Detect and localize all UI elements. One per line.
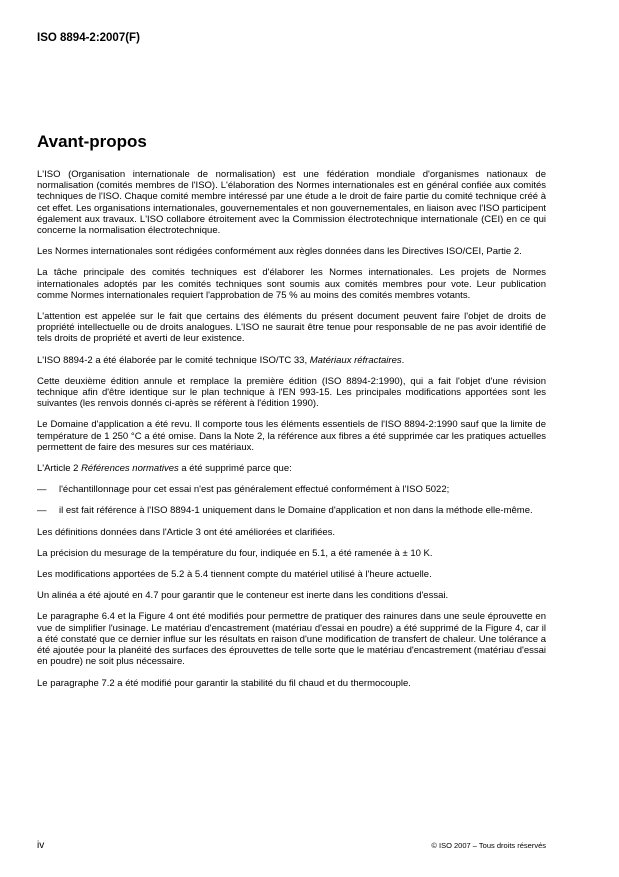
paragraph	[37, 463, 546, 474]
paragraph: Les modifications apportées de 5.2 à 5.4 tiennent compte du matériel utilisé à l'heure actuelle.	[37, 569, 432, 581]
paragraph: Le paragraphe 6.4 et la Figure 4 ont été modifiés pour permettre de pratiquer des rainures dans une seule éprouvette en vue de simplifier l'usinage. Le matériau d'encastrement (matériau d'essai en poudre) a été supprimé de la Figure 4, car il a été constaté que ce dernier influe sur les résultats en raison d'une modification de transfert de chaleur. Une tolérance a été ajoutée pour la planéité des surfaces des éprouvettes de telle sorte que le matériau d'encastrement (matériau d'essai en poudre) ne soit plus nécessaire.	[37, 611, 546, 668]
paragraph: La tâche principale des comités techniques est d'élaborer les Normes internationales. Les projets de Normes internationales adoptés par les comités techniques sont soumis aux comités membres pour vote. Leur publication comme Normes internationales requiert l'approbation de 75 % au moins des comités membres votants.	[37, 267, 546, 301]
paragraph: Les Normes internationales sont rédigées conformément aux règles données dans les Directives ISO/CEI, Partie 2.	[37, 246, 522, 258]
paragraph: Le Domaine d'application a été revu. Il comporte tous les éléments essentiels de l'ISO 8894-2:1990 sauf que la limite de température de 1 250 °C a été omise. Dans la Note 2, la référence aux fibres a été supprimée car les pratiques actuelles permettent de faire des mesures sur ces matériaux.	[37, 419, 546, 453]
paragraph	[37, 355, 546, 366]
committee-title: Matériaux réfractaires	[309, 354, 402, 366]
list-item-text: l'échantillonnage pour cet essai n'est pas généralement effectué conformément à l'ISO 5022;	[59, 484, 450, 496]
paragraph: Cette deuxième édition annule et remplace la première édition (ISO 8894-2:1990), qui a fait l'objet d'une révision technique afin d'être identique sur le plan technique à l'EN 993-15. Les principales modifications apportées sont les suivantes (les renvois donnés ci-après se réfèrent à l'édition 1990).	[37, 375, 546, 410]
paragraph: Les définitions données dans l'Article 3 ont été améliorées et clarifiées.	[37, 526, 336, 538]
text: a été supprimé parce que:	[178, 463, 292, 475]
paragraph: La précision du mesurage de la température du four, indiquée en 5.1, a été ramenée à ± 10 K.	[37, 547, 433, 559]
paragraph: L'attention est appelée sur le fait que certains des éléments du présent document peuvent faire l'objet de droits de propriété intellectuelle ou de droits analogues. L'ISO ne saurait être tenue pour responsable de ne pas avoir identifié de tels droits de propriété et averti de leur existence.	[37, 311, 546, 345]
copyright-notice: © ISO 2007 – Tous droits réservés	[431, 841, 546, 850]
page-title: Avant-propos	[37, 132, 147, 151]
dash-bullet: —	[37, 505, 47, 517]
list-item	[37, 484, 546, 495]
text: L'ISO 8894-2 a été élaborée par le comité technique ISO/TC 33,	[37, 354, 310, 366]
page-number: iv	[37, 840, 45, 851]
paragraph: Un alinéa a été ajouté en 4.7 pour garantir que le conteneur est inerte dans les conditions d'essai.	[37, 590, 449, 602]
list-item-text: il est fait référence à l'ISO 8894-1 uniquement dans le Domaine d'application et non dans la méthode elle-même.	[59, 505, 533, 517]
article-title: Références normatives	[81, 463, 179, 475]
document-id: ISO 8894-2:2007(F)	[37, 32, 140, 44]
paragraph: Le paragraphe 7.2 a été modifié pour garantir la stabilité du fil chaud et du thermocouple.	[37, 677, 411, 689]
paragraph: L'ISO (Organisation internationale de normalisation) est une fédération mondiale d'organismes nationaux de normalisation (comités membres de l'ISO). L'élaboration des Normes internationales est en général confiée aux comités techniques de l'ISO. Chaque comité membre intéressé par une étude a le droit de faire partie du comité technique créé à cet effet. Les organisations internationales, gouvernementales et non gouvernementales, en liaison avec l'ISO participent également aux travaux. L'ISO collabore étroitement avec la Commission électrotechnique internationale (CEI) en ce qui concerne la normalisation électrotechnique.	[37, 169, 546, 237]
foreword-body	[37, 169, 546, 699]
text: L'Article 2	[37, 463, 82, 475]
dash-bullet: —	[37, 484, 47, 496]
text: .	[401, 354, 405, 366]
list-item	[37, 505, 546, 516]
